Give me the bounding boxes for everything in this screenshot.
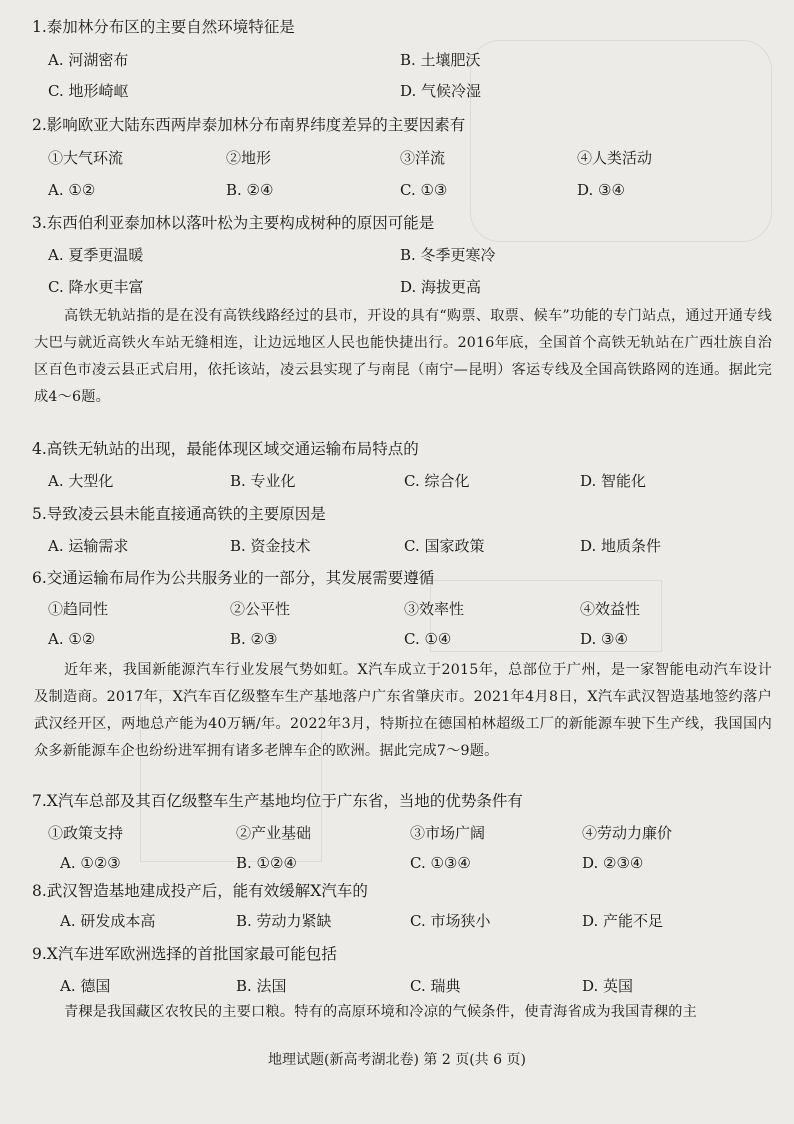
question-7-option-c: C. ①③④ [410,854,471,872]
question-5-stem: 5.导致凌云县未能直接通高铁的主要原因是 [32,505,326,523]
question-8-option-c: C. 市场狭小 [410,912,491,930]
question-3-option-d: D. 海拔更高 [400,278,482,296]
question-2-option-d: D. ③④ [577,181,625,199]
question-3-option-a: A. 夏季更温暖 [48,246,144,264]
question-2-stem: 2.影响欧亚大陆东西两岸泰加林分布南界纬度差异的主要因素有 [32,116,466,134]
question-7-stem: 7.X汽车总部及其百亿级整车生产基地均位于广东省，当地的优势条件有 [32,792,523,810]
question-8-option-d: D. 产能不足 [582,912,664,930]
question-6-option-a: A. ①② [48,630,96,648]
question-9-option-c: C. 瑞典 [410,977,461,995]
question-2-option-a: A. ①② [48,181,96,199]
question-2-factor-2: ②地形 [226,149,272,167]
question-1-stem: 1.泰加林分布区的主要自然环境特征是 [32,18,295,36]
question-4-option-c: C. 综合化 [404,472,470,490]
question-7-factor-2: ②产业基础 [236,824,312,842]
question-4-stem: 4.高铁无轨站的出现，最能体现区域交通运输布局特点的 [32,440,419,458]
question-6-option-c: C. ①④ [404,630,452,648]
question-7-option-d: D. ②③④ [582,854,644,872]
question-7-factor-4: ④劳动力廉价 [582,824,673,842]
question-6-stem: 6.交通运输布局作为公共服务业的一部分，其发展需要遵循 [32,569,435,587]
question-6-factor-2: ②公平性 [230,600,291,618]
question-6-option-d: D. ③④ [580,630,628,648]
passage-new-energy-vehicles: 近年来，我国新能源汽车行业发展气势如虹。X汽车成立于2015年，总部位于广州，是一家智能电动汽车设计及制造商。2017年，X汽车百亿级整车生产基地落户广东省肇庆市。2021年4月8日，X汽车武汉智造基地签约落户武汉经开区，两地总产能为40万辆/年。2022年3月，特斯拉在德国柏林超级工厂的新能源车驶下生产线，我国国内众多新能源车企也纷纷进军拥有诸多老牌车企的欧洲。据此完成7～9题。 [34,662,772,759]
question-5-option-a: A. 运输需求 [48,537,129,555]
question-2-option-c: C. ①③ [400,181,448,199]
question-1-option-a: A. 河湖密布 [48,51,129,69]
passage-high-speed-rail: 高铁无轨站指的是在没有高铁线路经过的县市，开设的具有“购票、取票、候车”功能的专门站点，通过开通专线大巴与就近高铁火车站无缝相连，让边远地区人民也能快捷出行。2016年底，全国首个高铁无轨站在广西壮族自治区百色市凌云县正式启用，依托该站，凌云县实现了与南昆（南宁—昆明）客运专线及全国高铁路网的连通。据此完成4～6题。 [34,308,772,405]
question-1-option-c: C. 地形崎岖 [48,82,129,100]
question-7-option-b: B. ①②④ [236,854,297,872]
question-7-factor-3: ③市场广阔 [410,824,486,842]
question-6-factor-1: ①趋同性 [48,600,109,618]
question-9-option-b: B. 法国 [236,977,287,995]
question-6-factor-3: ③效率性 [404,600,465,618]
question-1-option-d: D. 气候冷湿 [400,82,482,100]
question-4-option-b: B. 专业化 [230,472,296,490]
question-9-stem: 9.X汽车进军欧洲选择的首批国家最可能包括 [32,945,337,963]
question-9-option-a: A. 德国 [60,977,111,995]
question-4-option-d: D. 智能化 [580,472,647,490]
question-6-factor-4: ④效益性 [580,600,641,618]
passage-highland-barley: 青稞是我国藏区农牧民的主要口粮。特有的高原环境和冷凉的气候条件，使青海省成为我国青稞的主 [64,1004,698,1020]
question-3-option-c: C. 降水更丰富 [48,278,144,296]
question-8-option-b: B. 劳动力紧缺 [236,912,332,930]
question-4-option-a: A. 大型化 [48,472,114,490]
question-9-option-d: D. 英国 [582,977,634,995]
question-2-factor-1: ①大气环流 [48,149,124,167]
question-2-option-b: B. ②④ [226,181,274,199]
question-7-option-a: A. ①②③ [60,854,121,872]
question-6-option-b: B. ②③ [230,630,278,648]
question-3-option-b: B. 冬季更寒冷 [400,246,496,264]
question-8-stem: 8.武汉智造基地建成投产后，能有效缓解X汽车的 [32,882,368,900]
question-3-stem: 3.东西伯利亚泰加林以落叶松为主要构成树种的原因可能是 [32,214,435,232]
bleed-through-map [470,40,772,242]
page-footer: 地理试题(新高考湖北卷) 第 2 页(共 6 页) [268,1052,526,1068]
question-2-factor-3: ③洋流 [400,149,446,167]
question-5-option-d: D. 地质条件 [580,537,662,555]
question-1-option-b: B. 土壤肥沃 [400,51,481,69]
question-8-option-a: A. 研发成本高 [60,912,156,930]
question-5-option-c: C. 国家政策 [404,537,485,555]
question-2-factor-4: ④人类活动 [577,149,653,167]
question-5-option-b: B. 资金技术 [230,537,311,555]
question-7-factor-1: ①政策支持 [48,824,124,842]
